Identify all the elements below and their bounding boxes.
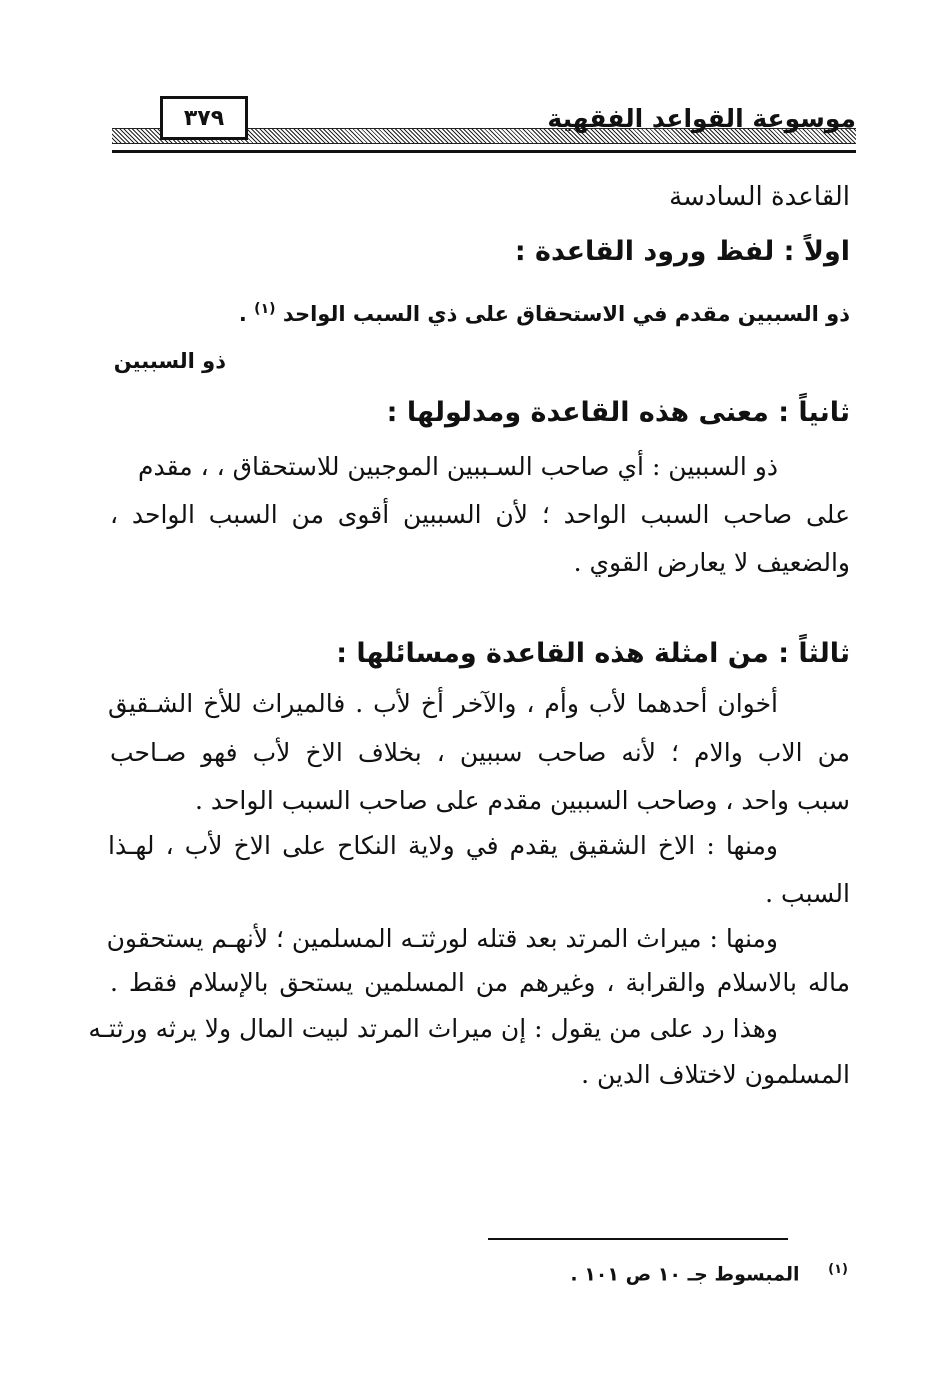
book-title: موسوعة القواعد الفقهية [547, 104, 856, 133]
section2-line: ذو السببين : أي صاحب السـببين الموجبين للاستحقاق ، ، مقدم [138, 452, 778, 481]
page-header [112, 96, 856, 160]
rule-statement-end: . [238, 302, 247, 326]
section3-line: ومنها : الاخ الشقيق يقدم في ولاية النكاح على الاخ لأب ، لهـذا [108, 831, 778, 860]
section3-line: المسلمون لاختلاف الدين . [581, 1060, 850, 1089]
section3-line: ومنها : ميراث المرتد بعد قتله لورثتـه المسلمين ؛ لأنهـم يستحقون [106, 924, 778, 953]
rule-statement-text: ذو السببين مقدم في الاستحقاق على ذي السبب الواحد [282, 302, 850, 326]
section3-line: ماله بالاسلام والقرابة ، وغيرهم من المسلمين يستحق بالإسلام فقط . [110, 968, 850, 997]
section3-line: سبب واحد ، وصاحب السببين مقدم على صاحب السبب الواحد . [194, 786, 850, 815]
section3-heading: ثالثاً : من امثلة هذه القاعدة ومسائلها : [336, 638, 850, 669]
section3-line: أخوان أحدهما لأب وأم ، والآخر أخ لأب . فالميراث للأخ الشـقيق [108, 689, 778, 718]
footnote-marker: (١) [828, 1262, 848, 1277]
footnote-text: المبسوط جـ ١٠ ص ١٠١ . [570, 1263, 800, 1286]
page-number: ٣٧٩ [160, 96, 248, 140]
section2-heading: ثانياً : معنى هذه القاعدة ومدلولها : [386, 397, 850, 428]
section2-line: على صاحب السبب الواحد ؛ لأن السببين أقوى من السبب الواحد ، [110, 500, 850, 529]
header-rule [112, 150, 856, 153]
rule-title: القاعدة السادسة [669, 182, 850, 212]
section3-line: وهذا رد على من يقول : إن ميراث المرتد لبيت المال ولا يرثه ورثتـه [88, 1014, 778, 1043]
footnote-ref[interactable]: (١) [254, 301, 276, 317]
section3-line: السبب . [765, 879, 850, 908]
section1-heading: اولاً : لفظ ورود القاعدة : [514, 236, 850, 267]
footnote [570, 1262, 848, 1285]
section3-line: من الاب والام ؛ لأنه صاحب سببين ، بخلاف الاخ لأب فهو صـاحب [110, 738, 850, 767]
section2-line: والضعيف لا يعارض القوي . [573, 548, 850, 577]
short-title: ذو السببين [113, 349, 226, 373]
footnote-rule [488, 1238, 788, 1240]
rule-statement [239, 292, 850, 331]
